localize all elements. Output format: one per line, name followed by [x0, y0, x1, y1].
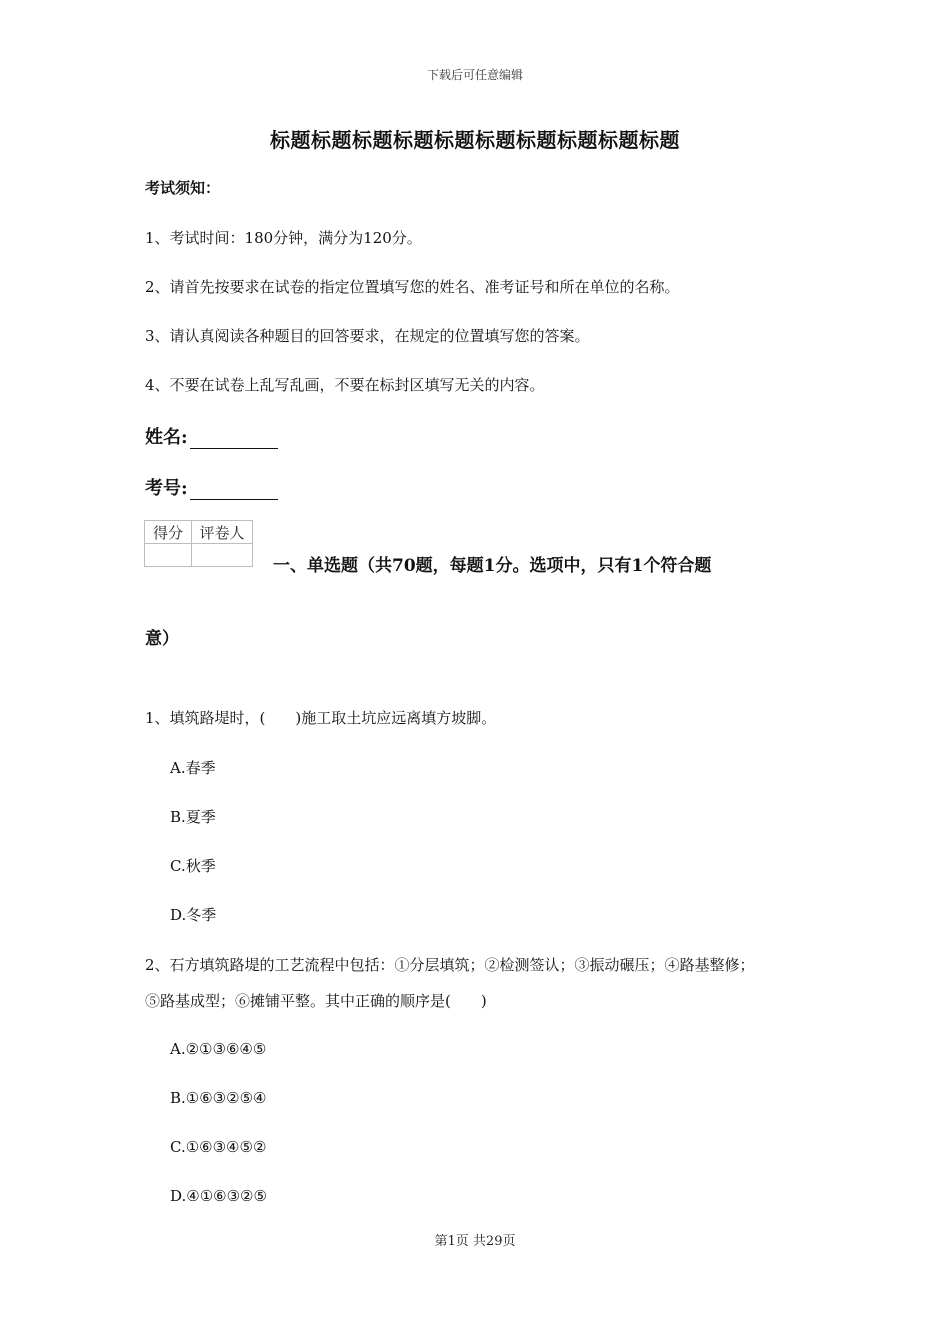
page-footer: 第1页 共29页: [434, 1234, 516, 1249]
exam-number-field: [145, 474, 278, 500]
notice-item: 1、考试时间：180分钟，满分为120分。: [145, 229, 422, 247]
question-option: A.春季: [170, 759, 216, 777]
exam-number-blank-line[interactable]: [190, 481, 278, 500]
score-table: [144, 520, 253, 567]
grader-cell: [192, 544, 253, 567]
question-option: C.①⑥③④⑤②: [170, 1138, 267, 1156]
header-note: 下载后可任意编辑: [426, 68, 523, 82]
question-text: 1、填筑路堤时，( )施工取土坑应远离填方坡脚。: [145, 709, 497, 727]
notice-heading: 考试须知：: [145, 179, 221, 197]
notice-item: 3、请认真阅读各种题目的回答要求，在规定的位置填写您的答案。: [145, 327, 590, 345]
question-option: A.②①③⑥④⑤: [170, 1040, 267, 1058]
name-field: [145, 423, 278, 449]
exam-number-label: 考号:: [145, 478, 188, 499]
section-title: 一、单选题（共70题，每题1分。选项中，只有1个符合题: [273, 556, 712, 576]
question-text: 2、石方填筑路堤的工艺流程中包括：①分层填筑；②检测签认；③振动碾压；④路基整修；: [145, 956, 755, 974]
question-option: D.④①⑥③②⑤: [170, 1187, 267, 1205]
document-title: 标题标题标题标题标题标题标题标题标题标题: [270, 128, 680, 152]
question-option: C.秋季: [170, 857, 216, 875]
question-option: B.夏季: [170, 808, 216, 826]
score-header: 得分: [145, 521, 192, 544]
question-option: B.①⑥③②⑤④: [170, 1089, 267, 1107]
notice-item: 2、请首先按要求在试卷的指定位置填写您的姓名、准考证号和所在单位的名称。: [145, 278, 680, 296]
notice-item: 4、不要在试卷上乱写乱画，不要在标封区填写无关的内容。: [145, 376, 545, 394]
section-title-continued: 意）: [145, 629, 179, 649]
grader-header: 评卷人: [192, 521, 253, 544]
name-blank-line[interactable]: [190, 430, 278, 449]
question-text-continued: ⑤路基成型；⑥摊铺平整。其中正确的顺序是( ): [145, 992, 487, 1010]
score-cell: [145, 544, 192, 567]
question-option: D.冬季: [170, 906, 217, 924]
name-label: 姓名:: [145, 427, 188, 448]
